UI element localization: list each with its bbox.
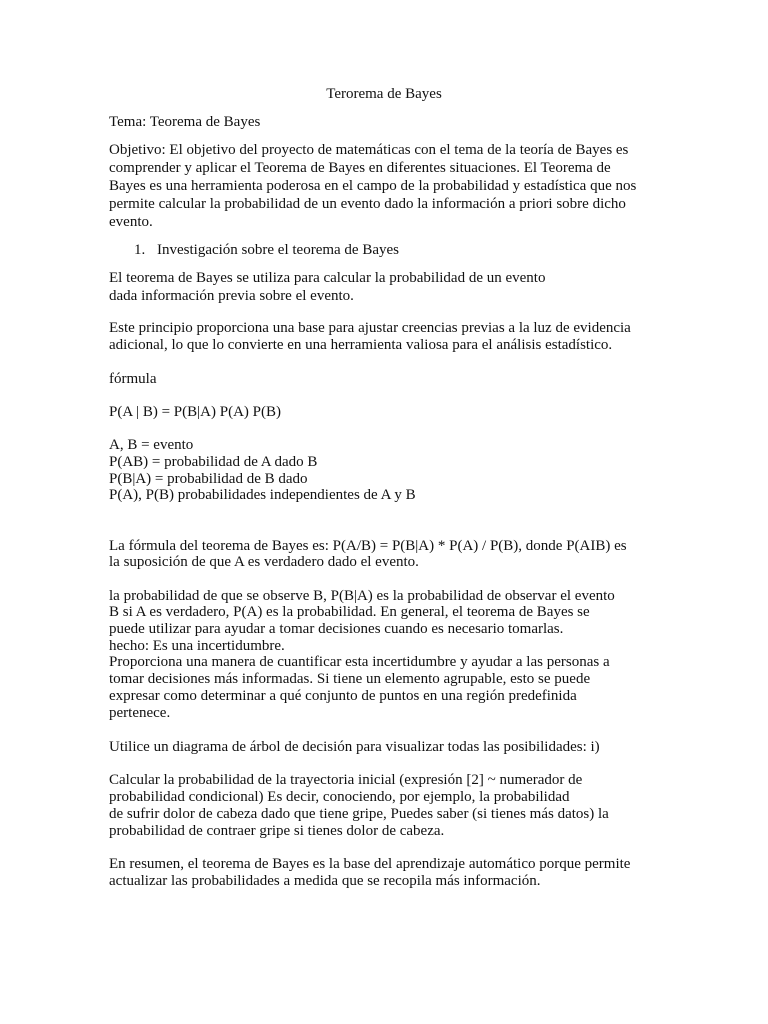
paragraph-line: adicional, lo que lo convierte en una herramienta valiosa para el análisis estadístico. bbox=[109, 337, 613, 353]
document-title: Terorema de Bayes bbox=[326, 86, 442, 102]
paragraph-line: la probabilidad de que se observe B, P(B|A) es la probabilidad de observar el evento bbox=[109, 588, 615, 604]
paragraph-line: expresar como determinar a qué conjunto de puntos en una región predefinida bbox=[109, 688, 577, 704]
paragraph-line: tomar decisiones más informadas. Si tiene un elemento agrupable, esto se puede bbox=[109, 671, 591, 687]
paragraph-line: Calcular la probabilidad de la trayectoria inicial (expresión [2] ~ numerador de bbox=[109, 772, 583, 788]
paragraph-line: Proporciona una manera de cuantificar esta incertidumbre y ayudar a las personas a bbox=[109, 654, 610, 670]
paragraph-line: puede utilizar para ayudar a tomar decisiones cuando es necesario tomarlas. bbox=[109, 621, 564, 637]
definition-line: P(AB) = probabilidad de A dado B bbox=[109, 454, 318, 470]
objetivo-line: evento. bbox=[109, 214, 153, 230]
paragraph-line: Utilice un diagrama de árbol de decisión para visualizar todas las posibilidades: i) bbox=[109, 739, 600, 755]
paragraph-line: probabilidad de contraer gripe si tienes dolor de cabeza. bbox=[109, 823, 445, 839]
paragraph-line: Este principio proporciona una base para ajustar creencias previas a la luz de evidencia bbox=[109, 320, 631, 336]
paragraph-line: El teorema de Bayes se utiliza para calcular la probabilidad de un evento bbox=[109, 270, 546, 286]
objetivo-line: Bayes es una herramienta poderosa en el campo de la probabilidad y estadística que nos bbox=[109, 178, 637, 194]
objetivo-line: Objetivo: El objetivo del proyecto de matemáticas con el tema de la teoría de Bayes es bbox=[109, 142, 629, 158]
list-item-number: 1. bbox=[134, 242, 146, 258]
formula: P(A | B) = P(B|A) P(A) P(B) bbox=[109, 404, 281, 420]
list-item-text: Investigación sobre el teorema de Bayes bbox=[157, 242, 399, 258]
paragraph-line: probabilidad condicional) Es decir, conociendo, por ejemplo, la probabilidad bbox=[109, 789, 570, 805]
paragraph-line: la suposición de que A es verdadero dado el evento. bbox=[109, 554, 419, 570]
definition-line: A, B = evento bbox=[109, 437, 194, 453]
paragraph-line: B si A es verdadero, P(A) es la probabilidad. En general, el teorema de Bayes se bbox=[109, 604, 590, 620]
tema-line: Tema: Teorema de Bayes bbox=[109, 114, 261, 130]
paragraph-line: La fórmula del teorema de Bayes es: P(A/B) = P(B|A) * P(A) / P(B), donde P(AIB) es bbox=[109, 538, 627, 554]
definition-line: P(A), P(B) probabilidades independientes de A y B bbox=[109, 487, 416, 503]
paragraph-line: de sufrir dolor de cabeza dado que tiene gripe, Puedes saber (si tienes más datos) la bbox=[109, 806, 609, 822]
formula-label: fórmula bbox=[109, 371, 157, 387]
paragraph-line: pertenece. bbox=[109, 705, 171, 721]
objetivo-line: permite calcular la probabilidad de un evento dado la información a priori sobre dicho bbox=[109, 196, 626, 212]
paragraph-line: hecho: Es una incertidumbre. bbox=[109, 638, 285, 654]
objetivo-line: comprender y aplicar el Teorema de Bayes en diferentes situaciones. El Teorema de bbox=[109, 160, 611, 176]
paragraph-line: actualizar las probabilidades a medida que se recopila más información. bbox=[109, 873, 541, 889]
paragraph-line: En resumen, el teorema de Bayes es la base del aprendizaje automático porque permite bbox=[109, 856, 631, 872]
definition-line: P(B|A) = probabilidad de B dado bbox=[109, 471, 308, 487]
paragraph-line: dada información previa sobre el evento. bbox=[109, 288, 354, 304]
